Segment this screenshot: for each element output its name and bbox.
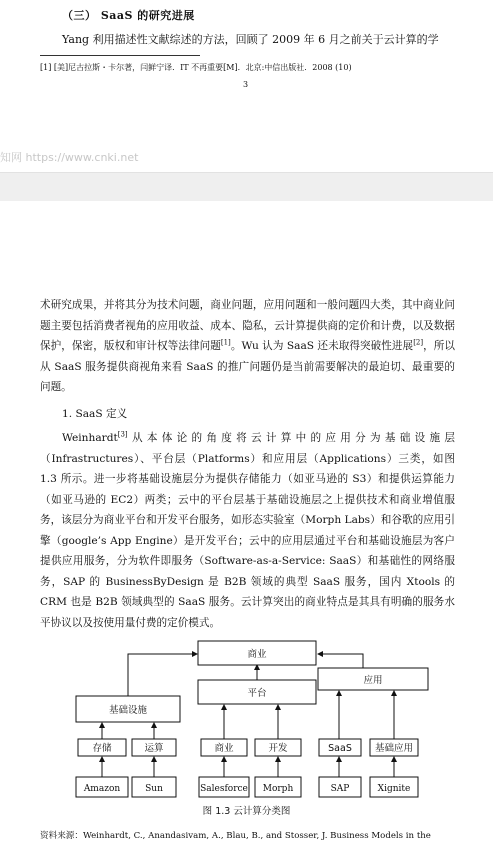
paragraph-1: 术研究成果，并将其分为技术问题，商业问题，应用问题和一般问题四大类，其中商业问题主要包括消费者视角的应用收益、成本、隐私，云计算提供商的定价和计费，以及数据保护，保密，版权和审计权等法律问题[1]。Wu 认为 SaaS 还未取得突破性进展[2]，所以从 SaaS 服务提供商视角来看 SaaS 的推广问题仍是当前需要解决的最迫切、最重要的问题。 — [40, 299, 456, 393]
node-business — [198, 641, 316, 665]
page-number: 3 — [243, 80, 249, 89]
node-storage — [78, 739, 126, 756]
cloud-classification-diagram — [60, 631, 440, 803]
current-page — [0, 201, 493, 853]
page-gap — [0, 172, 493, 202]
svg-text:Amazon: Amazon — [83, 784, 121, 794]
footnote-rule — [40, 55, 200, 56]
svg-text:运算: 运算 — [144, 743, 164, 754]
svg-text:存储: 存储 — [92, 743, 112, 754]
node-saas — [319, 739, 361, 756]
node-basic-application — [370, 739, 418, 756]
section-heading: （三） SaaS 的研究进展 — [62, 9, 195, 22]
svg-text:SaaS: SaaS — [328, 743, 352, 754]
previous-page — [0, 0, 493, 172]
section-title: 1. SaaS 定义 — [62, 408, 128, 420]
citation-1: [1] — [220, 338, 231, 347]
node-sap — [319, 777, 361, 797]
node-platform — [198, 680, 316, 704]
source-note: 资料来源：Weinhardt, C., Anandasivam, A., Blau, B., and Stosser, J. Business Models in the — [40, 831, 431, 841]
svg-text:Salesforce: Salesforce — [200, 784, 248, 794]
node-development — [255, 739, 301, 756]
footnote: [1] [美]尼古拉斯・卡尔著，闫鲜宁译．IT 不再重要[M]．北京:中信出版社．2008 (10) — [40, 63, 352, 72]
figure-caption: 图 1.3 云计算分类图 — [202, 806, 291, 817]
node-compute — [132, 739, 176, 756]
cnki-watermark: 知网 https://www.cnki.net — [0, 151, 139, 164]
svg-text:基础应用: 基础应用 — [374, 743, 414, 754]
node-application — [318, 668, 428, 690]
paragraph-2: Weinhardt[3]从本体论的角度将云计算中的应用分为基础设施层（Infrastructures）、平台层（Platforms）和应用层（Applications）三类，如图 1.3 所示。进一步将基础设施层分为提供存储能力（如亚马逊的 S3）和提供运算能力（如亚马逊的 EC2）两类；云中的平台层基于基础设施层之上提供技术和商业增值服务，该层分为商业平台和开发平台服务，如形态实验室（Morph Labs）和谷歌的应用引擎（google’s App Engine）是开发平台；云中的应用层通过平台和基础设施层为客户提供应用服务，分为软件即服务（Software-as-a-Service: SaaS）和基础性的网络服务，SAP 的 BusinessByDesign 是 B2B 领域的典型 SaaS 服务，国内 Xtools 的 CRM 也是 B2B 领域典型的 SaaS 服务。云计算突出的商业特点是其具有明确的服务水平协议以及按使用量付费的定价模式。 — [40, 430, 455, 629]
node-commerce — [201, 739, 247, 756]
node-salesforce — [199, 777, 249, 797]
svg-text:平台: 平台 — [247, 688, 267, 699]
node-xignite — [370, 777, 418, 797]
svg-text:开发: 开发 — [268, 743, 288, 754]
citation-2: [2] — [413, 338, 424, 347]
svg-text:商业: 商业 — [214, 743, 234, 754]
node-infrastructure — [76, 696, 180, 722]
citation-3: [3] — [117, 430, 128, 439]
svg-text:SAP: SAP — [330, 784, 350, 794]
node-amazon — [76, 777, 128, 797]
node-morph — [255, 777, 301, 797]
svg-text:Xignite: Xignite — [377, 784, 411, 794]
body-line: Yang 利用描述性文献综述的方法，回顾了 2009 年 6 月之前关于云计算的学 — [62, 33, 439, 46]
svg-text:商业: 商业 — [247, 649, 267, 660]
svg-text:应用: 应用 — [363, 675, 383, 686]
svg-text:基础设施: 基础设施 — [108, 705, 148, 716]
node-sun — [132, 777, 176, 797]
svg-text:Sun: Sun — [145, 784, 163, 794]
svg-text:Morph: Morph — [262, 784, 294, 794]
